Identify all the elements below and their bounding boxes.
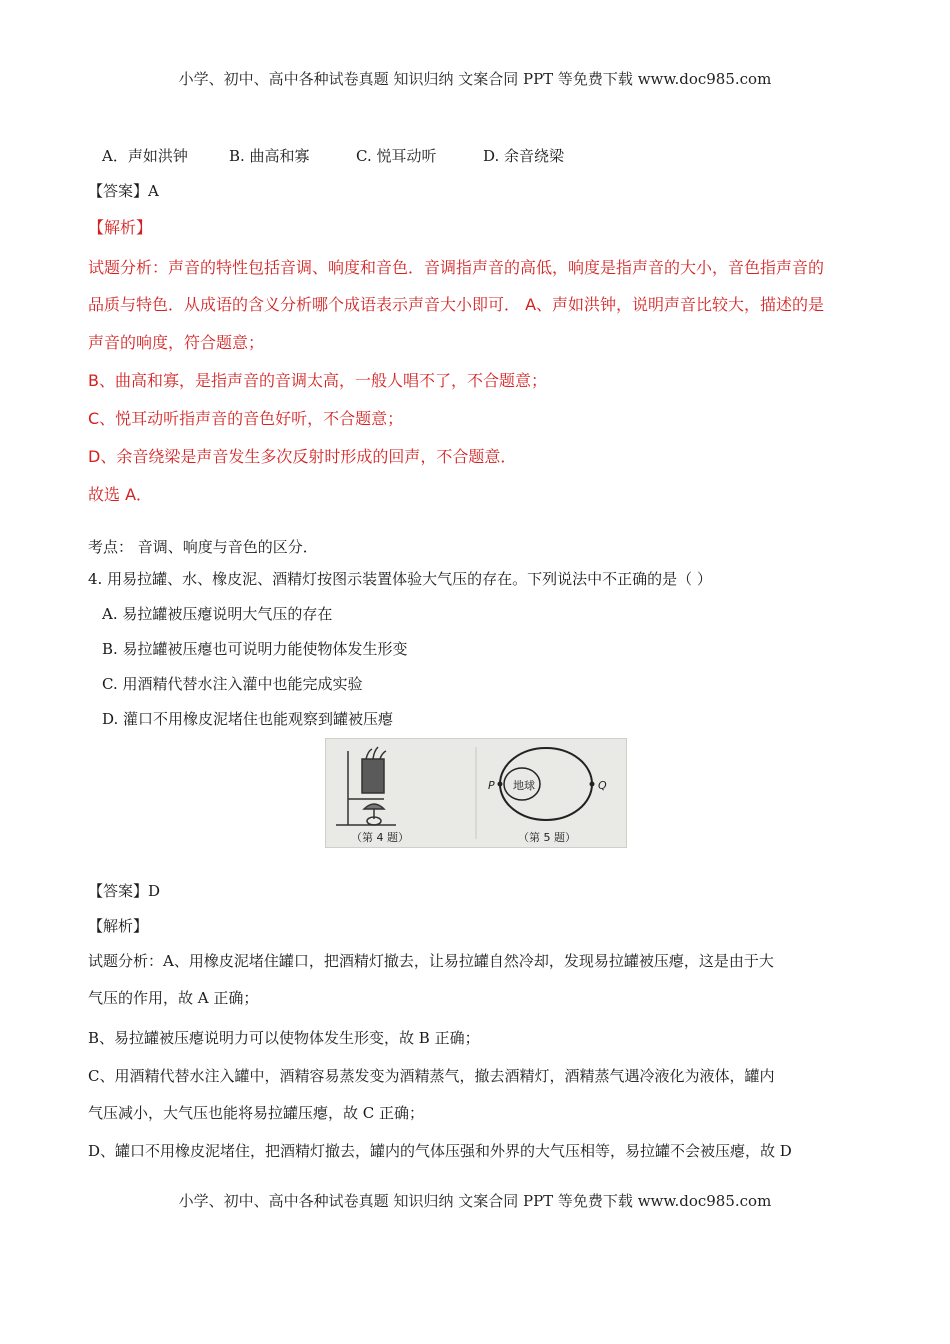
figure-caption-left: （第 4 题）: [351, 831, 409, 844]
q3-analysis-line: 声音的响度，符合题意；: [88, 333, 265, 352]
q4-analysis-line: 气压的作用，故 A 正确；: [88, 989, 259, 1007]
q4-figure: [325, 738, 627, 848]
q3-answer: 【答案】A: [88, 182, 159, 200]
q3-analysis-line: C、悦耳动听指声音的音色好听，不合题意；: [88, 409, 404, 428]
page-footer: 小学、初中、高中各种试卷真题 知识归纳 文案合同 PPT 等免费下载 www.doc985.com: [178, 1192, 772, 1210]
apparatus-diagram: [336, 747, 396, 825]
point-p-dot: [498, 782, 503, 787]
q3-options: [102, 145, 564, 167]
point-q-dot: [590, 782, 595, 787]
q3-analysis-line: 品质与特色．从成语的含义分析哪个成语表示声音大小即可． A、声如洪钟，说明声音比较大，描述的是: [88, 295, 825, 314]
q3-test-point: 考点： 音调、响度与音色的区分．: [88, 538, 318, 556]
q3-analysis-line: 试题分析：声音的特性包括音调、响度和音色．音调指声音的高低，响度是指声音的大小，音色指声音的: [88, 258, 825, 277]
q4-analysis-line: D、罐口不用橡皮泥堵住，把酒精灯撤去，罐内的气体压强和外界的大气压相等，易拉罐不会被压瘪，故 D: [88, 1142, 792, 1160]
q3-option-b: B. 曲高和寡: [229, 147, 310, 165]
q4-option-d: D. 灌口不用橡皮泥堵住也能观察到罐被压瘪: [102, 710, 394, 728]
q4-option-c: C. 用酒精代替水注入灌中也能完成实验: [102, 675, 363, 693]
q3-analysis-line: 故选 A．: [88, 485, 153, 504]
q4-analysis-line: 试题分析：A、用橡皮泥堵住罐口，把酒精灯撤去，让易拉罐自然冷却，发现易拉罐被压瘪，这是由于大: [88, 952, 774, 970]
page-header: 小学、初中、高中各种试卷真题 知识归纳 文案合同 PPT 等免费下载 www.doc985.com: [178, 70, 772, 88]
q3-analysis-line: D、余音绕梁是声音发生多次反射时形成的回声，不合题意．: [88, 447, 517, 466]
figure-caption-right: （第 5 题）: [518, 831, 576, 844]
point-p-label: P: [488, 779, 495, 792]
point-q-label: Q: [598, 779, 607, 792]
q3-option-c: C. 悦耳动听: [356, 147, 437, 165]
q4-analysis-line: 气压减小，大气压也能将易拉罐压瘪，故 C 正确；: [88, 1104, 425, 1122]
q4-analysis-label: 【解析】: [88, 917, 149, 935]
earth-label: 地球: [513, 779, 535, 792]
q4-analysis-line: B、易拉罐被压瘪说明力可以使物体发生形变，故 B 正确；: [88, 1029, 480, 1047]
q4-option-b: B. 易拉罐被压瘪也可说明力能使物体发生形变: [102, 640, 408, 658]
q3-option-a: A．声如洪钟: [102, 147, 188, 165]
q4-option-a: A. 易拉罐被压瘪说明大气压的存在: [102, 605, 333, 623]
q3-analysis-line: B、曲高和寡，是指声音的音调太高，一般人唱不了，不合题意；: [88, 371, 547, 390]
q3-analysis-label: 【解析】: [88, 218, 153, 237]
figure-illustration: [326, 739, 626, 847]
q3-option-d: D. 余音绕梁: [483, 147, 565, 165]
q4-stem: 4. 用易拉罐、水、橡皮泥、酒精灯按图示装置体验大气压的存在。下列说法中不正确的是（ ）: [88, 570, 712, 588]
q4-answer: 【答案】D: [88, 882, 161, 900]
q4-analysis-line: C、用酒精代替水注入罐中，酒精容易蒸发变为酒精蒸气，撤去酒精灯，酒精蒸气遇冷液化为液体，罐内: [88, 1067, 775, 1085]
